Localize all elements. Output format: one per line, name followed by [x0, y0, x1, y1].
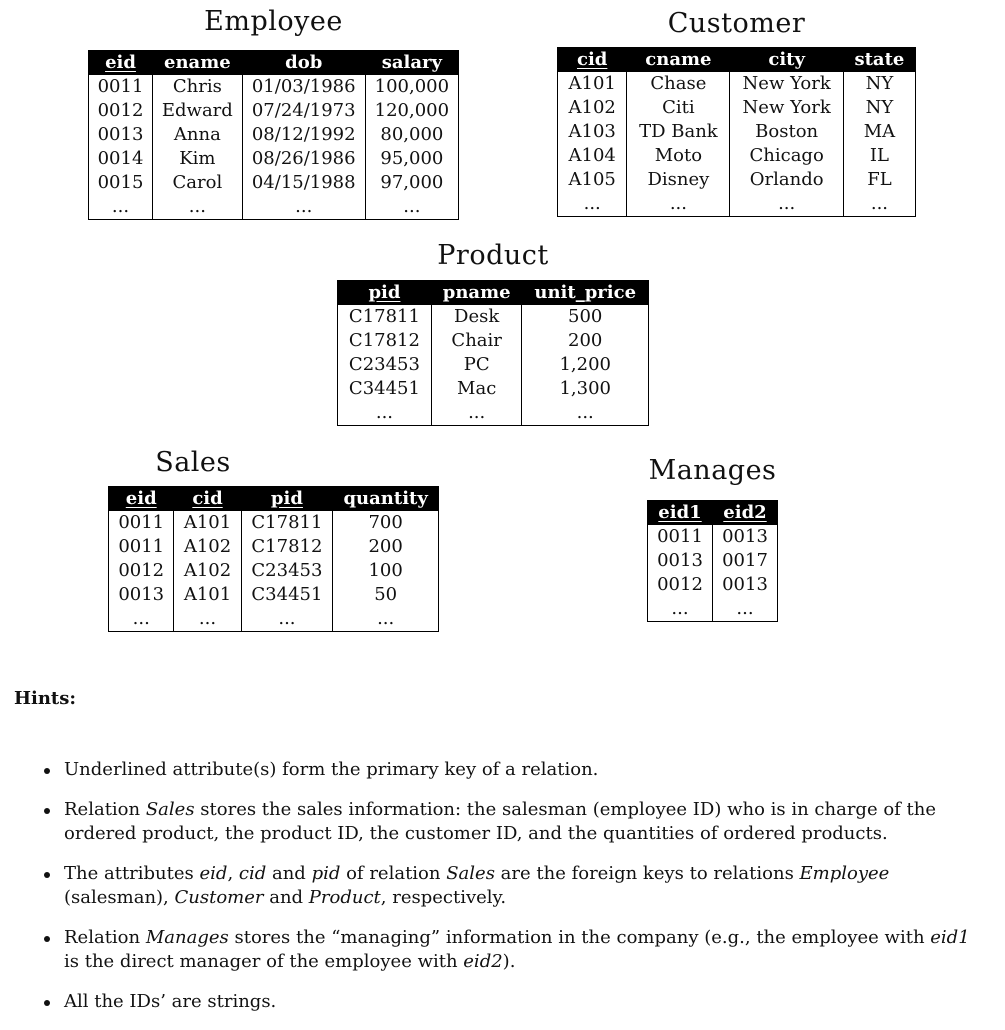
customer-cell: MA: [843, 120, 915, 144]
sales-title: Sales: [155, 447, 231, 478]
customer-cell: Orlando: [730, 168, 843, 192]
customer-cell: NY: [843, 96, 915, 120]
employee-cell: 0013: [89, 123, 153, 147]
customer-header-row: [558, 47, 916, 72]
employee-cell: ...: [89, 195, 153, 220]
customer-row: [558, 96, 916, 120]
employee-cell: 08/26/1986: [242, 147, 365, 171]
customer-cell: A105: [558, 168, 627, 192]
employee-cell: 97,000: [365, 171, 458, 195]
sales-col-cid: cid: [174, 486, 241, 511]
hint-3-rel-employee: Employee: [799, 863, 890, 884]
customer-cell: A101: [558, 72, 627, 96]
employee-col-ename: ename: [153, 50, 243, 75]
sales-col-pid: pid: [241, 486, 333, 511]
employee-cell: ...: [153, 195, 243, 220]
employee-cell: ...: [242, 195, 365, 220]
employee-cell: 07/24/1973: [242, 99, 365, 123]
sales-cell: ...: [333, 607, 439, 632]
sales-cell: C23453: [241, 559, 333, 583]
hint-4-attr-eid2: eid2: [463, 951, 503, 972]
sales-cell: ...: [174, 607, 241, 632]
sales-header-row: [109, 486, 439, 511]
hint-4-attr-eid1: eid1: [930, 927, 970, 948]
sales-col-quantity: quantity: [333, 486, 439, 511]
sales-row: [109, 535, 439, 559]
product-cell: Mac: [431, 377, 522, 401]
manages-cell: 0013: [713, 525, 778, 549]
customer-row: [558, 192, 916, 217]
hint-3-text-e: and: [266, 863, 312, 884]
sales-cell: A101: [174, 583, 241, 607]
sales-cell: A102: [174, 559, 241, 583]
product-row: [338, 305, 649, 329]
employee-cell: 95,000: [365, 147, 458, 171]
hint-2-text-c: stores the sales information: the salesman (employee ID) who is in charge of the ordered product, the product ID, the customer ID, and the quantities of ordered products.: [64, 799, 937, 844]
customer-cell: NY: [843, 72, 915, 96]
hint-3-text-c: ,: [227, 863, 239, 884]
hint-4-rel-manages: Manages: [145, 927, 229, 948]
hint-4-text-c: stores the “managing” information in the company (e.g., the employee with: [228, 927, 931, 948]
employee-cell: ...: [365, 195, 458, 220]
hint-1-text: Underlined attribute(s) form the primary key of a relation.: [64, 759, 599, 780]
manages-row: [648, 597, 778, 622]
employee-row: [89, 99, 459, 123]
product-cell: ...: [338, 401, 432, 426]
hint-3-rel-sales: Sales: [446, 863, 495, 884]
sales-cell: 100: [333, 559, 439, 583]
customer-row: [558, 144, 916, 168]
customer-cell: ...: [558, 192, 627, 217]
employee-row: [89, 123, 459, 147]
customer-cell: A103: [558, 120, 627, 144]
hint-3-rel-product: Product: [308, 887, 381, 908]
manages-table: [647, 500, 778, 622]
manages-row: [648, 573, 778, 597]
sales-cell: ...: [109, 607, 174, 632]
customer-col-state: state: [843, 47, 915, 72]
hints-label: Hints:: [14, 688, 77, 709]
customer-cell: TD Bank: [627, 120, 730, 144]
employee-cell: 0012: [89, 99, 153, 123]
employee-cell: Kim: [153, 147, 243, 171]
employee-cell: 0014: [89, 147, 153, 171]
hint-3-attr-pid: pid: [311, 863, 341, 884]
customer-cell: IL: [843, 144, 915, 168]
customer-cell: Chicago: [730, 144, 843, 168]
hint-3-text-k: (salesman),: [64, 887, 175, 908]
customer-table: [557, 47, 916, 217]
customer-cell: ...: [730, 192, 843, 217]
product-cell: 1,200: [522, 353, 649, 377]
sales-row: [109, 511, 439, 535]
manages-cell: ...: [648, 597, 713, 622]
product-cell: ...: [522, 401, 649, 426]
hint-3-text-m: and: [263, 887, 309, 908]
employee-cell: 01/03/1986: [242, 75, 365, 99]
manages-cell: 0012: [648, 573, 713, 597]
hint-4-text-g: ).: [502, 951, 516, 972]
hint-3-text-o: , respectively.: [380, 887, 507, 908]
customer-cell: Boston: [730, 120, 843, 144]
sales-cell: ...: [241, 607, 333, 632]
manages-col-eid2: eid2: [713, 500, 778, 525]
product-table: [337, 280, 649, 426]
sales-cell: 0012: [109, 559, 174, 583]
manages-cell: ...: [713, 597, 778, 622]
hint-4-text-a: Relation: [64, 927, 146, 948]
sales-cell: C17811: [241, 511, 333, 535]
product-cell: C17811: [338, 305, 432, 329]
employee-cell: Chris: [153, 75, 243, 99]
hint-2-text-a: Relation: [64, 799, 146, 820]
sales-cell: 50: [333, 583, 439, 607]
employee-row: [89, 171, 459, 195]
customer-cell: A102: [558, 96, 627, 120]
sales-cell: 0011: [109, 535, 174, 559]
employee-cell: 08/12/1992: [242, 123, 365, 147]
employee-cell: Anna: [153, 123, 243, 147]
product-cell: 1,300: [522, 377, 649, 401]
product-cell: C34451: [338, 377, 432, 401]
employee-row: [89, 195, 459, 220]
product-cell: Desk: [431, 305, 522, 329]
sales-row: [109, 583, 439, 607]
sales-cell: C34451: [241, 583, 333, 607]
product-cell: 500: [522, 305, 649, 329]
employee-cell: 100,000: [365, 75, 458, 99]
manages-cell: 0013: [713, 573, 778, 597]
sales-cell: 700: [333, 511, 439, 535]
employee-cell: Carol: [153, 171, 243, 195]
employee-title: Employee: [204, 6, 343, 37]
product-cell: 200: [522, 329, 649, 353]
sales-cell: A101: [174, 511, 241, 535]
hints-list: [42, 758, 982, 1030]
customer-cell: A104: [558, 144, 627, 168]
employee-col-dob: dob: [242, 50, 365, 75]
manages-title: Manages: [648, 455, 777, 486]
customer-cell: Disney: [627, 168, 730, 192]
hint-4-text-e: is the direct manager of the employee with: [64, 951, 464, 972]
product-cell: PC: [431, 353, 522, 377]
employee-cell: 0015: [89, 171, 153, 195]
employee-col-eid: eid: [89, 50, 153, 75]
product-row: [338, 329, 649, 353]
hint-3-attr-eid: eid: [199, 863, 228, 884]
employee-cell: 04/15/1988: [242, 171, 365, 195]
employee-cell: Edward: [153, 99, 243, 123]
hint-3-text-i: are the foreign keys to relations: [494, 863, 800, 884]
customer-cell: FL: [843, 168, 915, 192]
manages-header-row: [648, 500, 778, 525]
customer-cell: Chase: [627, 72, 730, 96]
product-cell: C17812: [338, 329, 432, 353]
customer-col-city: city: [730, 47, 843, 72]
customer-cell: Moto: [627, 144, 730, 168]
sales-cell: C17812: [241, 535, 333, 559]
product-title: Product: [437, 240, 549, 271]
product-col-unit-price: unit_price: [522, 280, 649, 305]
sales-cell: A102: [174, 535, 241, 559]
employee-header-row: [89, 50, 459, 75]
hint-primary-key: [42, 758, 982, 782]
customer-row: [558, 168, 916, 192]
customer-col-cid: cid: [558, 47, 627, 72]
employee-cell: 120,000: [365, 99, 458, 123]
customer-cell: ...: [627, 192, 730, 217]
employee-cell: 80,000: [365, 123, 458, 147]
sales-cell: 200: [333, 535, 439, 559]
hint-5-text: All the IDs’ are strings.: [64, 991, 277, 1012]
employee-row: [89, 147, 459, 171]
product-row: [338, 353, 649, 377]
hint-3-text-a: The attributes: [64, 863, 200, 884]
hint-foreign-keys: [42, 862, 982, 910]
employee-table: [88, 50, 459, 220]
hint-sales-relation: [42, 798, 982, 846]
product-col-pid: pid: [338, 280, 432, 305]
manages-row: [648, 525, 778, 549]
customer-col-cname: cname: [627, 47, 730, 72]
hint-2-relation-name: Sales: [145, 799, 195, 820]
manages-cell: 0017: [713, 549, 778, 573]
manages-cell: 0011: [648, 525, 713, 549]
product-col-pname: pname: [431, 280, 522, 305]
sales-table: [108, 486, 439, 632]
customer-cell: Citi: [627, 96, 730, 120]
manages-row: [648, 549, 778, 573]
employee-col-salary: salary: [365, 50, 458, 75]
sales-col-eid: eid: [109, 486, 174, 511]
product-cell: Chair: [431, 329, 522, 353]
customer-title: Customer: [667, 8, 806, 39]
employee-cell: 0011: [89, 75, 153, 99]
customer-row: [558, 120, 916, 144]
product-cell: ...: [431, 401, 522, 426]
employee-row: [89, 75, 459, 99]
sales-row: [109, 559, 439, 583]
manages-col-eid1: eid1: [648, 500, 713, 525]
hint-3-text-g: of relation: [340, 863, 447, 884]
customer-row: [558, 72, 916, 96]
manages-cell: 0013: [648, 549, 713, 573]
hint-manages-relation: [42, 926, 982, 974]
product-cell: C23453: [338, 353, 432, 377]
product-header-row: [338, 280, 649, 305]
customer-cell: ...: [843, 192, 915, 217]
product-row: [338, 377, 649, 401]
hint-ids-strings: [42, 990, 982, 1014]
hint-3-attr-cid: cid: [238, 863, 267, 884]
product-row: [338, 401, 649, 426]
customer-cell: New York: [730, 72, 843, 96]
customer-cell: New York: [730, 96, 843, 120]
sales-cell: 0013: [109, 583, 174, 607]
sales-cell: 0011: [109, 511, 174, 535]
sales-row: [109, 607, 439, 632]
hint-3-rel-customer: Customer: [174, 887, 264, 908]
